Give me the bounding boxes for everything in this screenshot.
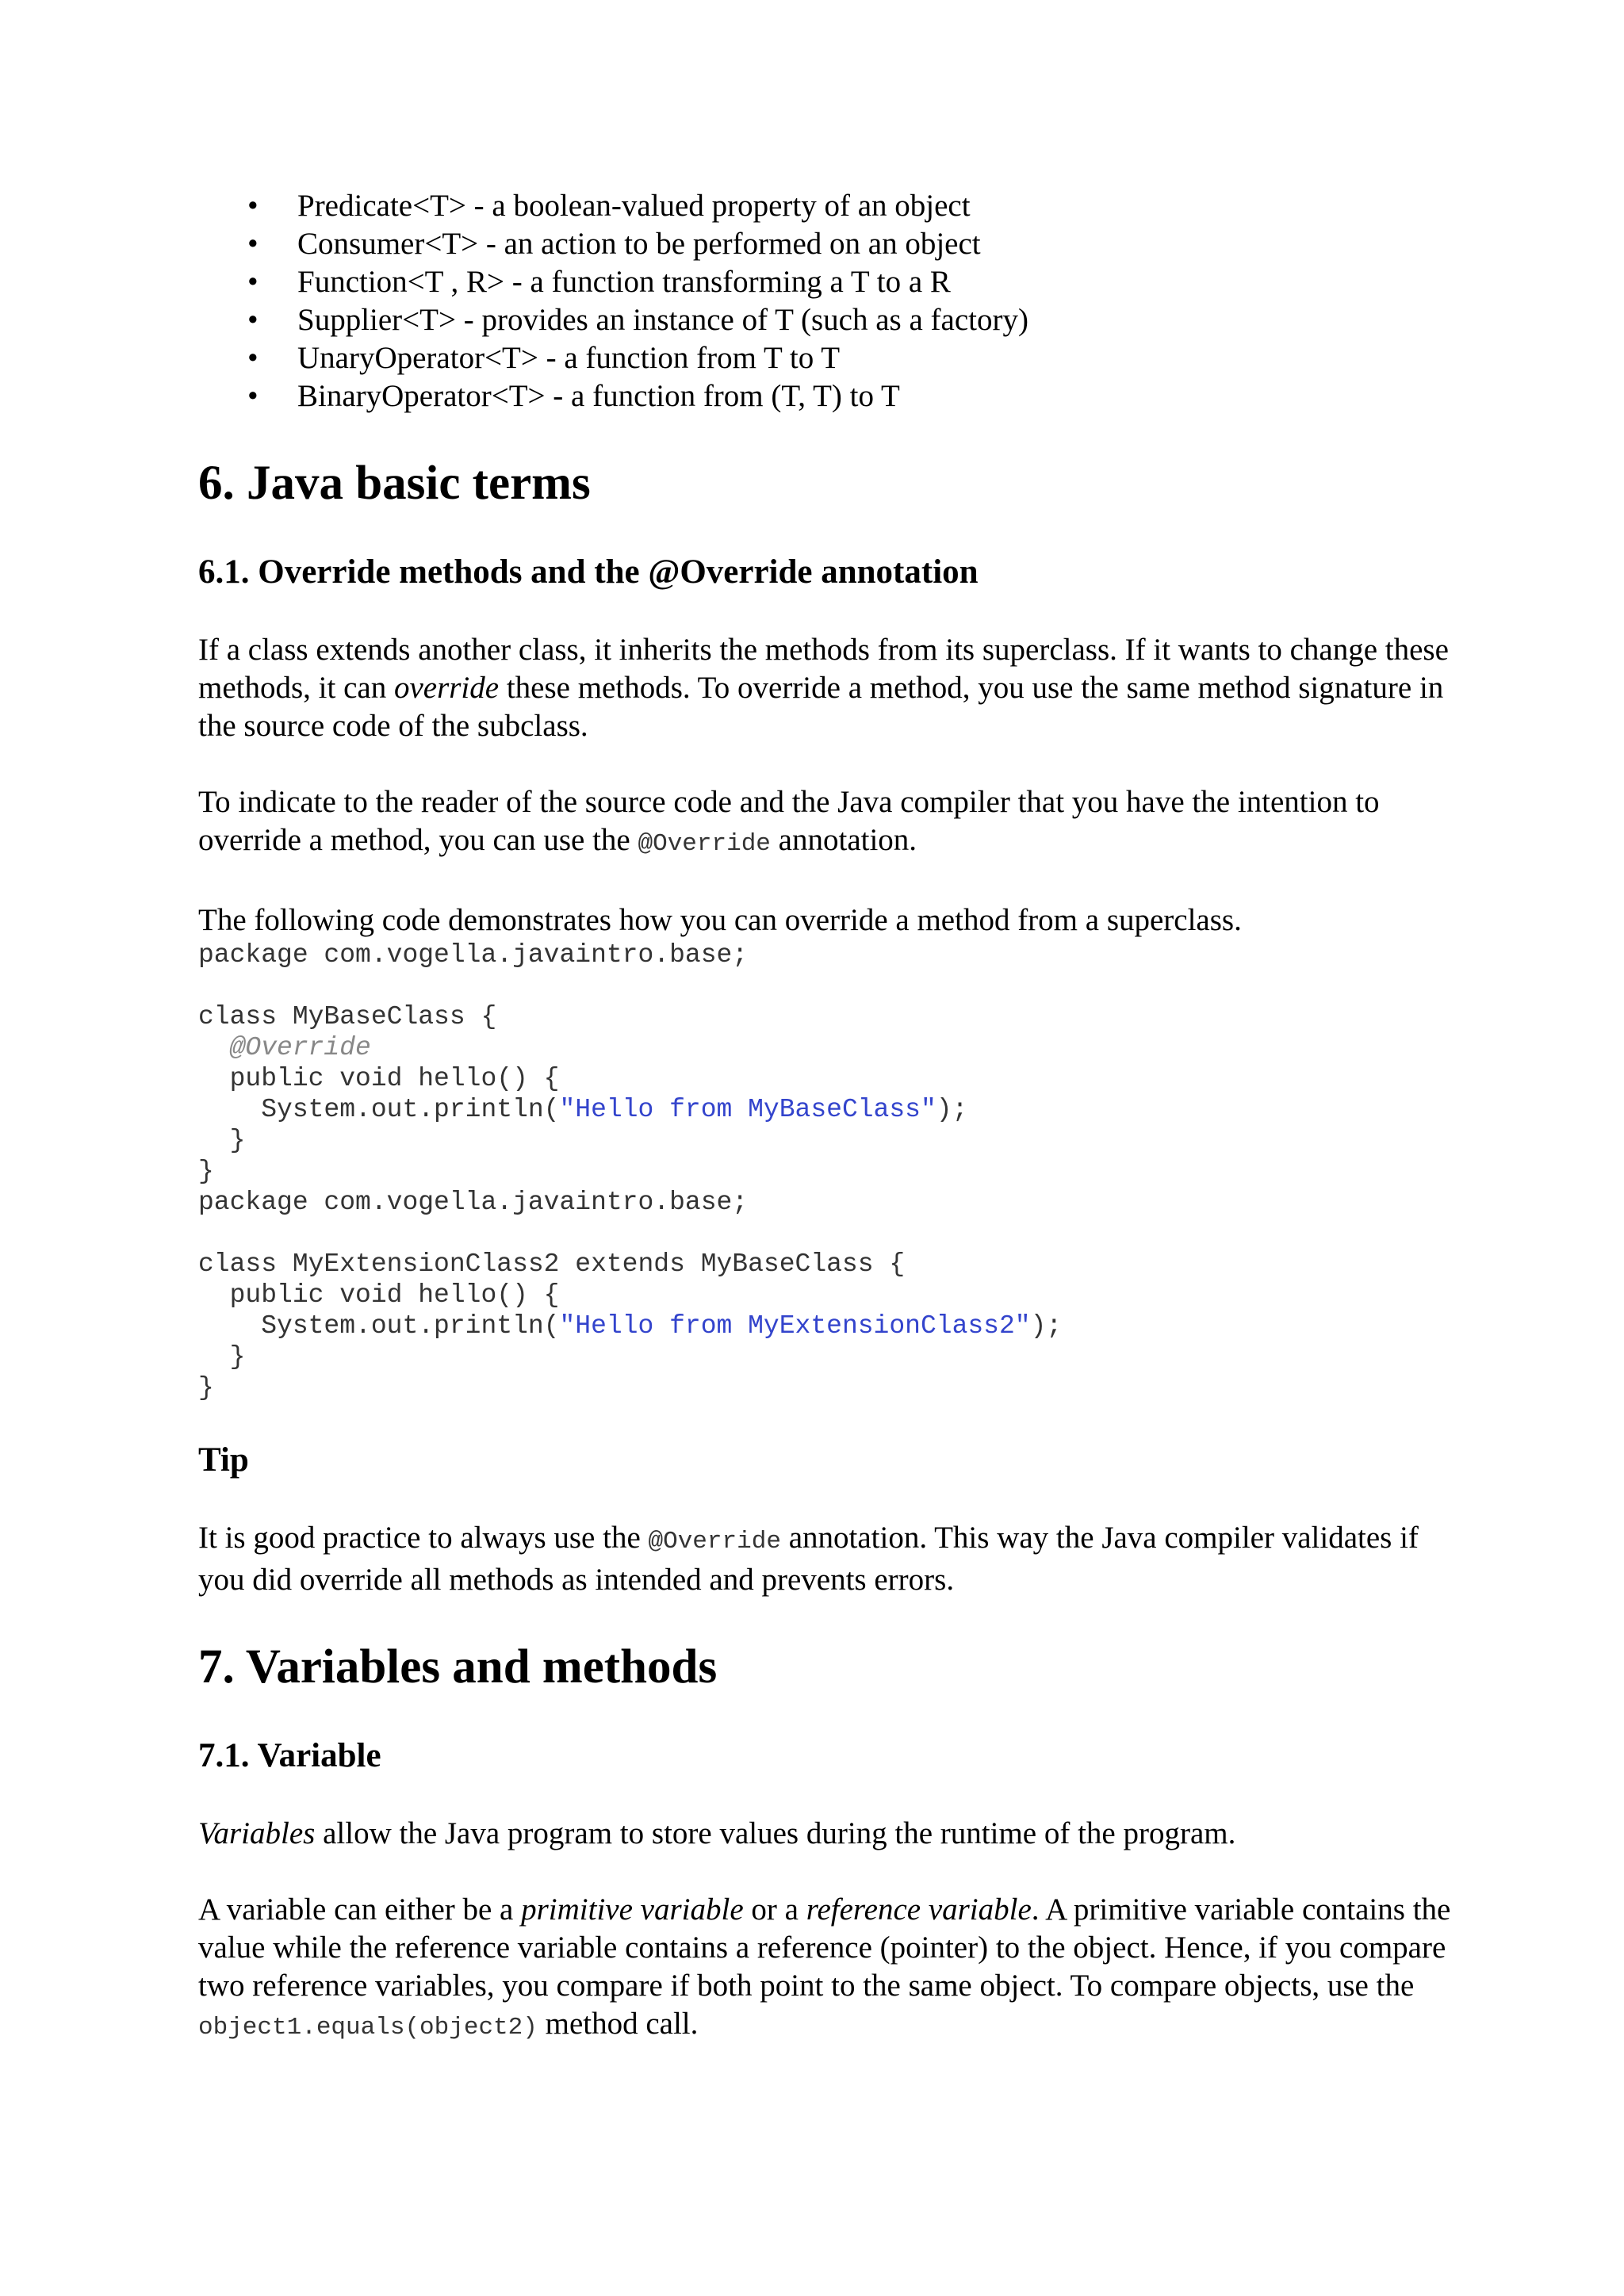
list-item bbox=[198, 339, 1451, 377]
override-intro-paragraph bbox=[198, 631, 1451, 745]
emphasis-text: reference variable bbox=[806, 1892, 1032, 1927]
code-line: package com.vogella.javaintro.base; bbox=[198, 1188, 749, 1217]
paragraph-text: annotation. bbox=[770, 823, 917, 857]
paragraph-text: A variable can either be a bbox=[198, 1892, 522, 1927]
code-line: class MyBaseClass { bbox=[198, 1002, 497, 1031]
list-item bbox=[198, 225, 1451, 263]
code-line: class MyExtensionClass2 extends MyBaseClass { bbox=[198, 1249, 906, 1279]
list-item-text: Consumer<T> - an action to be performed on an object bbox=[297, 227, 981, 261]
bullet-icon: • bbox=[247, 265, 259, 299]
tip-heading: Tip bbox=[198, 1441, 249, 1479]
emphasis-text: override bbox=[393, 671, 500, 705]
code-string: "Hello from MyBaseClass" bbox=[559, 1095, 936, 1124]
inline-code: object1.equals(object2) bbox=[198, 2014, 538, 2042]
code-line: System.out.println( bbox=[198, 1311, 560, 1341]
paragraph-text: or a bbox=[743, 1892, 806, 1927]
code-line: ); bbox=[1030, 1311, 1063, 1341]
list-item-text: Supplier<T> - provides an instance of T (such as a factory) bbox=[297, 303, 1028, 337]
variable-types-paragraph bbox=[198, 1891, 1451, 2047]
code-line: } bbox=[198, 1126, 246, 1155]
document-page bbox=[198, 187, 1451, 2047]
bullet-icon: • bbox=[247, 379, 259, 413]
code-string: "Hello from MyExtensionClass2" bbox=[559, 1311, 1031, 1341]
section-6-heading: 6. Java basic terms bbox=[198, 457, 591, 510]
paragraph-text: If a class extends another class, it inherits the methods from its superclass. If it wants to change these methods, it can bbox=[198, 633, 1449, 705]
code-line: } bbox=[198, 1342, 246, 1372]
section-7-heading: 7. Variables and methods bbox=[198, 1640, 718, 1693]
bullet-icon: • bbox=[247, 227, 259, 261]
inline-code: @Override bbox=[648, 1528, 781, 1556]
bullet-icon: • bbox=[247, 341, 259, 375]
paragraph-text: allow the Java program to store values during the runtime of the program. bbox=[315, 1816, 1236, 1850]
code-line: ); bbox=[936, 1095, 968, 1124]
bullet-icon: • bbox=[247, 189, 259, 223]
functional-interfaces-list bbox=[198, 187, 1451, 415]
code-annotation: @Override bbox=[198, 1033, 371, 1062]
override-indicate-paragraph bbox=[198, 783, 1451, 863]
list-item bbox=[198, 377, 1451, 415]
code-line: } bbox=[198, 1373, 214, 1402]
emphasis-text: primitive variable bbox=[521, 1892, 744, 1927]
tip-paragraph bbox=[198, 1519, 1451, 1599]
code-line: } bbox=[198, 1157, 214, 1186]
paragraph-text: . A primitive variable contains the value while the reference variable contains a reference (pointer) to the object. Hence, if you compare two reference variables, you compare if both point to the same object. To compare objects, use the bbox=[198, 1892, 1451, 2003]
list-item-text: UnaryOperator<T> - a function from T to T bbox=[297, 341, 841, 375]
section-7-1-heading: 7.1. Variable bbox=[198, 1737, 381, 1774]
list-item bbox=[198, 301, 1451, 339]
paragraph-text: method call. bbox=[537, 2007, 699, 2041]
inline-code: @Override bbox=[638, 830, 771, 858]
emphasis-text: Variables bbox=[198, 1816, 316, 1850]
bullet-icon: • bbox=[247, 303, 259, 337]
code-line: public void hello() { bbox=[198, 1280, 560, 1310]
code-block-base-class bbox=[198, 939, 1451, 1403]
variables-intro-paragraph bbox=[198, 1815, 1451, 1853]
list-item bbox=[198, 187, 1451, 225]
paragraph-text: these methods. To override a method, you use the same method signature in the source code of the subclass. bbox=[198, 671, 1444, 743]
paragraph-text: To indicate to the reader of the source code and the Java compiler that you have the intention to override a method, you can use the bbox=[198, 785, 1380, 857]
code-line: System.out.println( bbox=[198, 1095, 560, 1124]
code-intro-paragraph: The following code demonstrates how you can override a method from a superclass. bbox=[198, 903, 1242, 937]
paragraph-text: It is good practice to always use the bbox=[198, 1521, 649, 1555]
code-line: public void hello() { bbox=[198, 1064, 560, 1093]
list-item-text: Predicate<T> - a boolean-valued property of an object bbox=[297, 189, 971, 223]
list-item-text: Function<T , R> - a function transforming a T to a R bbox=[297, 265, 951, 299]
paragraph-text: annotation. This way the Java compiler validates if you did override all methods as intended and prevents errors. bbox=[198, 1521, 1419, 1597]
list-item bbox=[198, 263, 1451, 301]
section-6-1-heading: 6.1. Override methods and the @Override annotation bbox=[198, 553, 979, 591]
list-item-text: BinaryOperator<T> - a function from (T, T) to T bbox=[297, 379, 900, 413]
code-line: package com.vogella.javaintro.base; bbox=[198, 940, 749, 970]
